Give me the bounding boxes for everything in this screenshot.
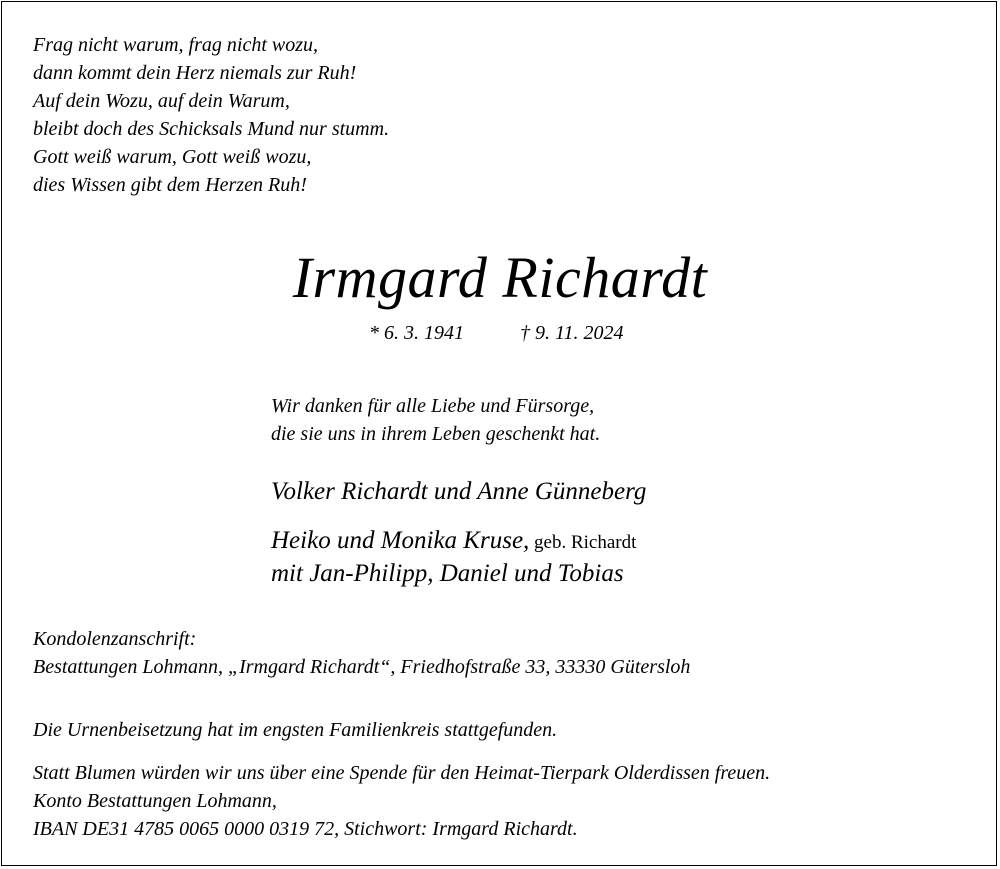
thanks-line: Wir danken für alle Liebe und Fürsorge, bbox=[271, 395, 595, 417]
poem-line: Gott weiß warum, Gott weiß wozu, bbox=[33, 146, 312, 168]
condolence-address bbox=[33, 625, 690, 681]
thanks-text bbox=[271, 392, 600, 448]
donation-line: Statt Blumen würden wir uns über eine Spende für den Heimat-Tierpark Olderdissen freuen. bbox=[33, 762, 771, 784]
birth-date: * 6. 3. 1941 bbox=[369, 322, 464, 344]
family-line-2 bbox=[271, 525, 636, 559]
donation-line: IBAN DE31 4785 0065 0000 0319 72, Stichwort: Irmgard Richardt. bbox=[33, 818, 578, 840]
poem bbox=[33, 31, 389, 199]
poem-line: bleibt doch des Schicksals Mund nur stumm. bbox=[33, 118, 390, 140]
burial-note: Die Urnenbeisetzung hat im engsten Familienkreis stattgefunden. bbox=[33, 719, 558, 741]
family-names: Heiko und Monika Kruse, bbox=[271, 527, 530, 554]
family-line-3: mit Jan-Philipp, Daniel und Tobias bbox=[271, 560, 624, 587]
poem-line: Auf dein Wozu, auf dein Warum, bbox=[33, 90, 290, 112]
thanks-line: die sie uns in ihrem Leben geschenkt hat. bbox=[271, 423, 601, 445]
donation-info bbox=[33, 759, 770, 843]
poem-line: dann kommt dein Herz niemals zur Ruh! bbox=[33, 62, 357, 84]
condolence-label: Kondolenzanschrift: bbox=[33, 628, 197, 650]
death-date: † 9. 11. 2024 bbox=[520, 322, 624, 344]
condolence-address-line: Bestattungen Lohmann, „Irmgard Richardt“, Friedhofstraße 33, 33330 Gütersloh bbox=[33, 656, 691, 678]
donation-line: Konto Bestattungen Lohmann, bbox=[33, 790, 277, 812]
poem-line: dies Wissen gibt dem Herzen Ruh! bbox=[33, 174, 307, 196]
maiden-name-note: geb. Richardt bbox=[529, 532, 637, 553]
poem-line: Frag nicht warum, frag nicht wozu, bbox=[33, 34, 319, 56]
family-line-1: Volker Richardt und Anne Günneberg bbox=[271, 478, 647, 505]
deceased-name: Irmgard Richardt bbox=[292, 245, 708, 310]
